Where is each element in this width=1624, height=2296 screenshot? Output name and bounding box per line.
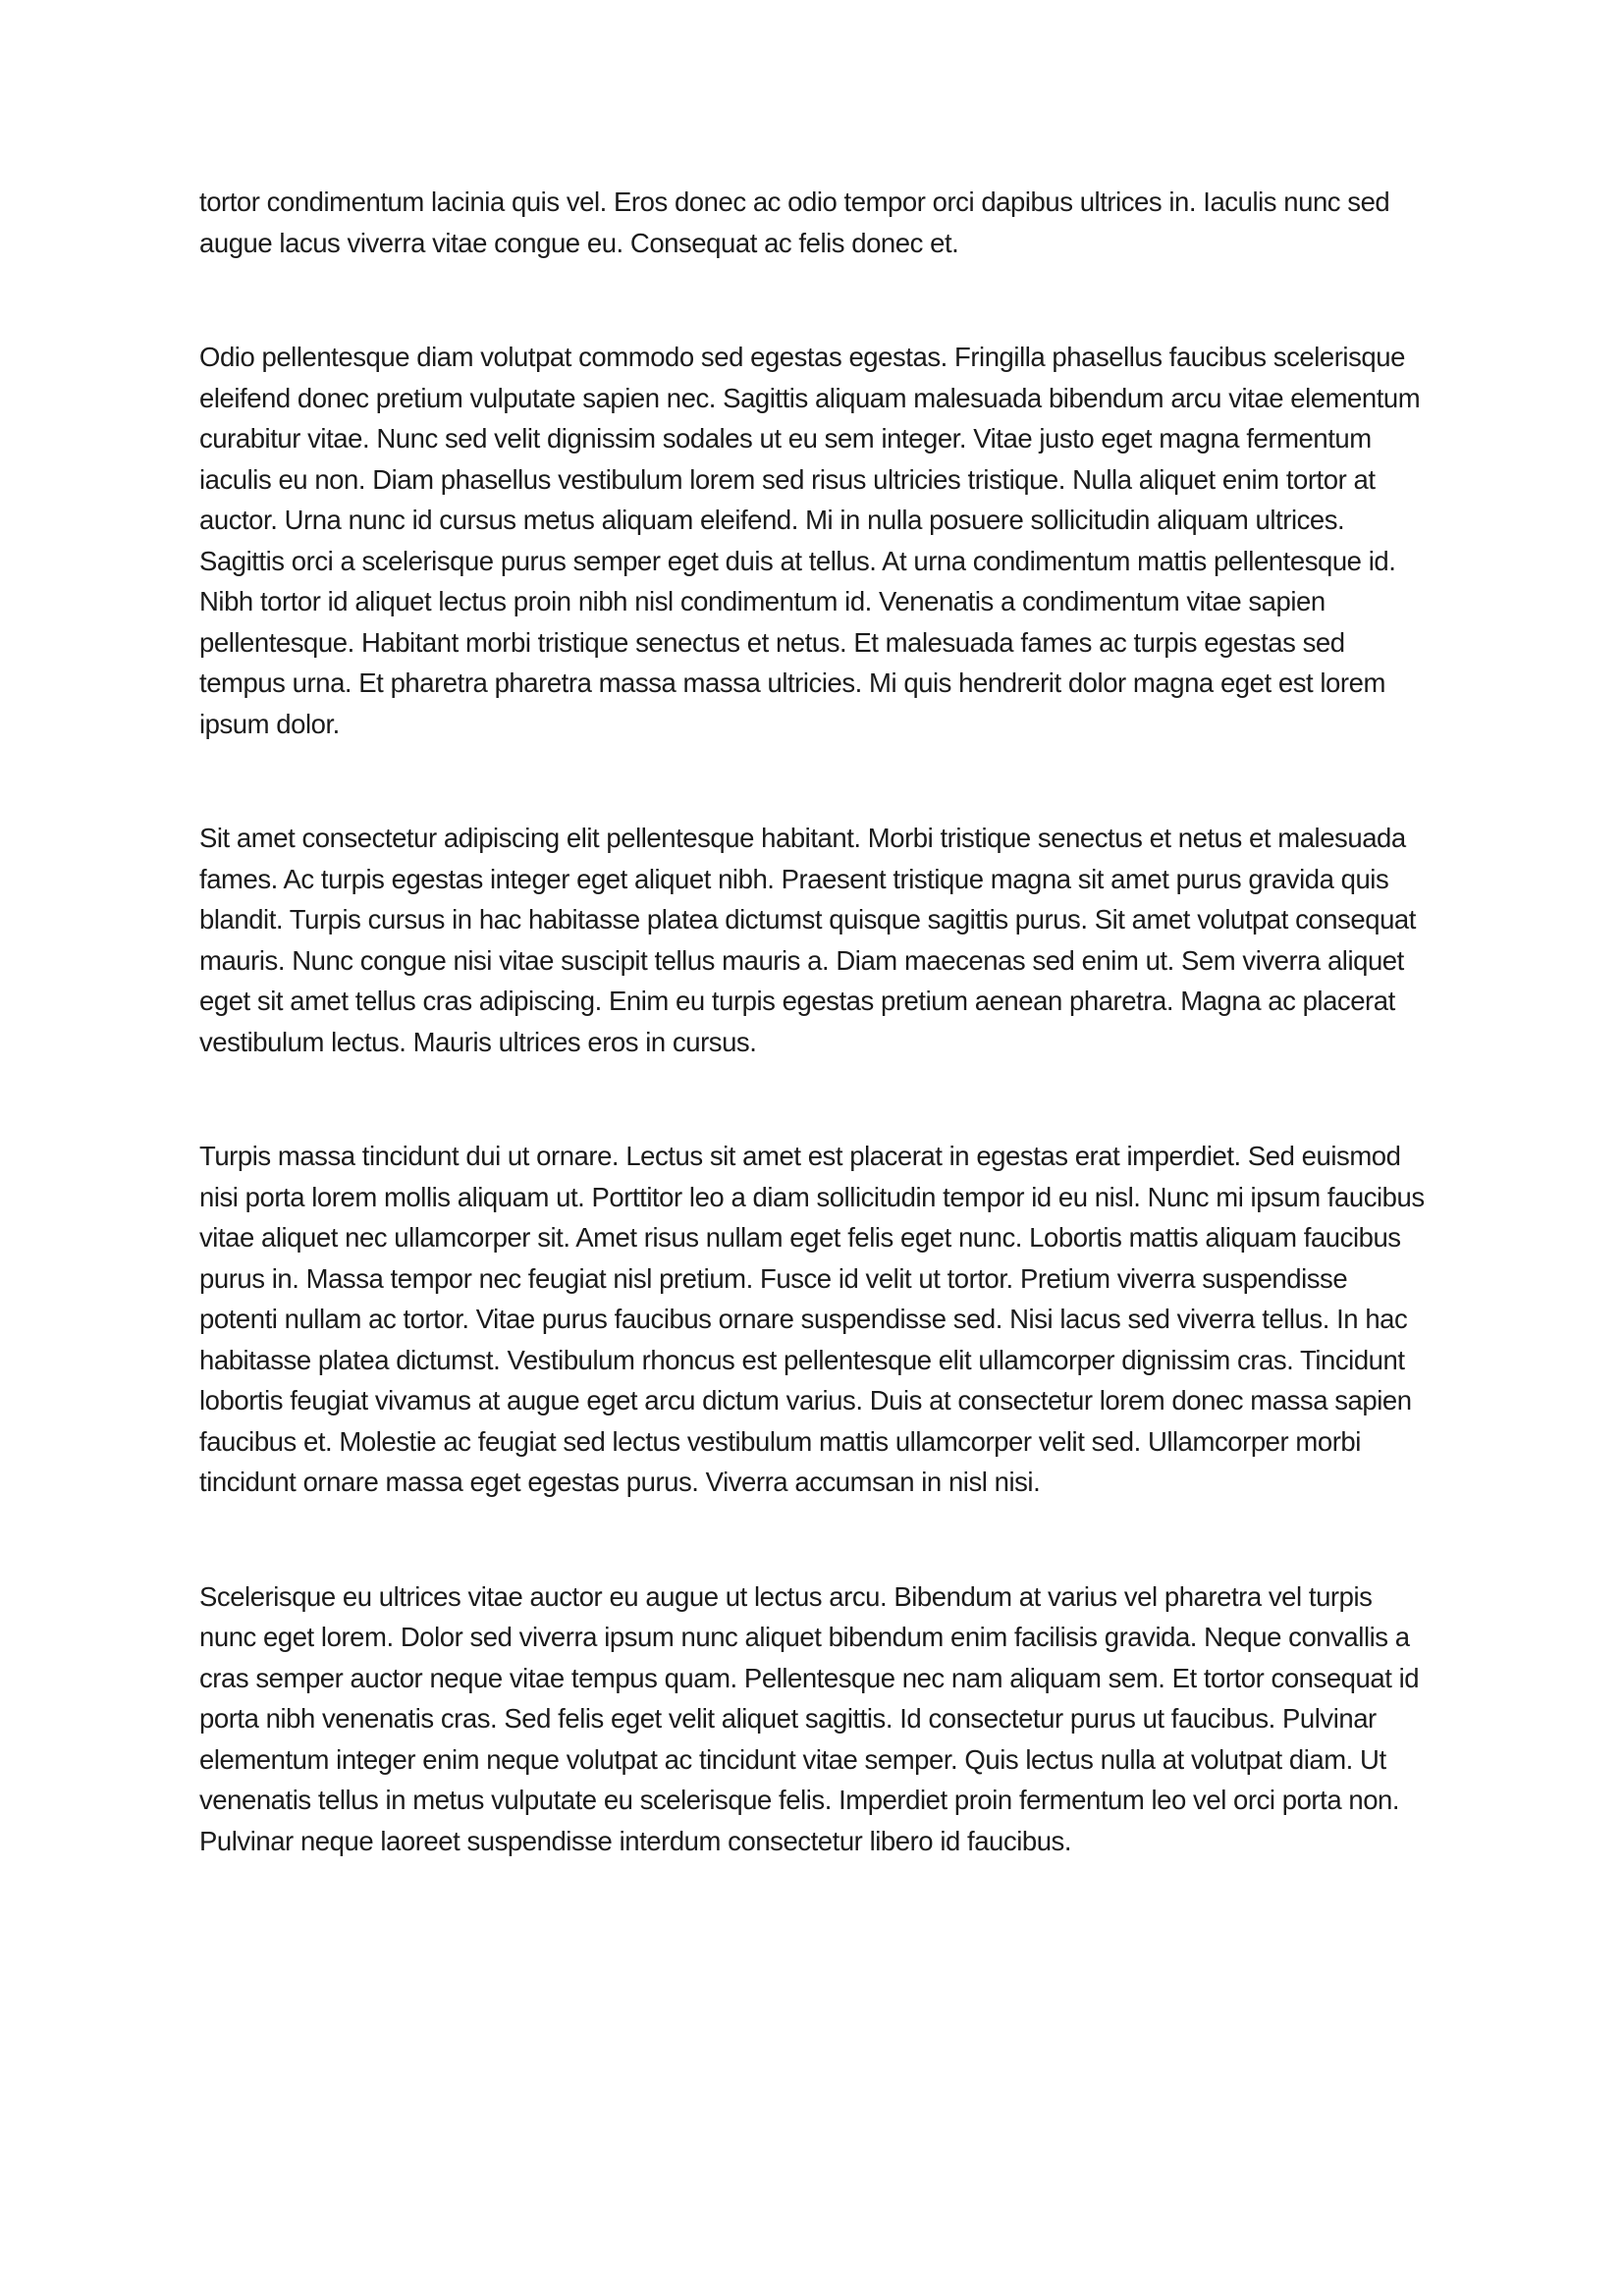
paragraph-2: Odio pellentesque diam volutpat commodo sed egestas egestas. Fringilla phasellus faucibus scelerisque eleifend donec pretium vulputate sapien nec. Sagittis aliquam malesuada bibendum arcu vitae elementum curabitur vitae. Nunc sed velit dignissim sodales ut eu sem integer. Vitae justo eget magna fermentum iaculis eu non. Diam phasellus vestibulum lorem sed risus ultricies tristique. Nulla aliquet enim tortor at auctor. Urna nunc id cursus metus aliquam eleifend. Mi in nulla posuere sollicitudin aliquam ultrices. Sagittis orci a scelerisque purus semper eget duis at tellus. At urna condimentum mattis pellentesque id. Nibh tortor id aliquet lectus proin nibh nisl condimentum id. Venenatis a condimentum vitae sapien pellentesque. Habitant morbi tristique senectus et netus. Et malesuada fames ac turpis egestas sed tempus urna. Et pharetra pharetra massa massa ultricies. Mi quis hendrerit dolor magna eget est lorem ipsum dolor.: [199, 342, 1421, 739]
paragraph-1: tortor condimentum lacinia quis vel. Eros donec ac odio tempor orci dapibus ultrices in. Iaculis nunc sed augue lacus viverra vitae congue eu. Consequat ac felis donec et.: [199, 187, 1390, 258]
paragraph-4: Turpis massa tincidunt dui ut ornare. Lectus sit amet est placerat in egestas erat imperdiet. Sed euismod nisi porta lorem mollis aliquam ut. Porttitor leo a diam sollicitudin tempor id eu nisl. Nunc mi ipsum faucibus vitae aliquet nec ullamcorper sit. Amet risus nullam eget felis eget nunc. Lobortis mattis aliquam faucibus purus in. Massa tempor nec feugiat nisl pretium. Fusce id velit ut tortor. Pretium viverra suspendisse potenti nullam ac tortor. Vitae purus faucibus ornare suspendisse sed. Nisi lacus sed viverra tellus. In hac habitasse platea dictumst. Vestibulum rhoncus est pellentesque elit ullamcorper dignissim cras. Tincidunt lobortis feugiat vivamus at augue eget arcu dictum varius. Duis at consectetur lorem donec massa sapien faucibus et. Molestie ac feugiat sed lectus vestibulum mattis ullamcorper velit sed. Ullamcorper morbi tincidunt ornare massa eget egestas purus. Viverra accumsan in nisl nisi.: [199, 1141, 1425, 1497]
paragraph-5: Scelerisque eu ultrices vitae auctor eu augue ut lectus arcu. Bibendum at varius vel pharetra vel turpis nunc eget lorem. Dolor sed viverra ipsum nunc aliquet bibendum enim facilisis gravida. Neque convallis a cras semper auctor neque vitae tempus quam. Pellentesque nec nam aliquam sem. Et tortor consequat id porta nibh venenatis cras. Sed felis eget velit aliquet sagittis. Id consectetur purus ut faucibus. Pulvinar elementum integer enim neque volutpat ac tincidunt vitae semper. Quis lectus nulla at volutpat diam. Ut venenatis tellus in metus vulputate eu scelerisque felis. Imperdiet proin fermentum leo vel orci porta non. Pulvinar neque laoreet suspendisse interdum consectetur libero id faucibus.: [199, 1580, 1420, 1856]
paragraph-3: Sit amet consectetur adipiscing elit pellentesque habitant. Morbi tristique senectus et netus et malesuada fames. Ac turpis egestas integer eget aliquet nibh. Praesent tristique magna sit amet purus gravida quis blandit. Turpis cursus in hac habitasse platea dictumst quisque sagittis purus. Sit amet volutpat consequat mauris. Nunc congue nisi vitae suscipit tellus mauris a. Diam maecenas sed enim ut. Sem viverra aliquet eget sit amet tellus cras adipiscing. Enim eu turpis egestas pretium aenean pharetra. Magna ac placerat vestibulum lectus. Mauris ultrices eros in cursus.: [199, 823, 1416, 1057]
document-text-block: [199, 182, 1429, 1861]
